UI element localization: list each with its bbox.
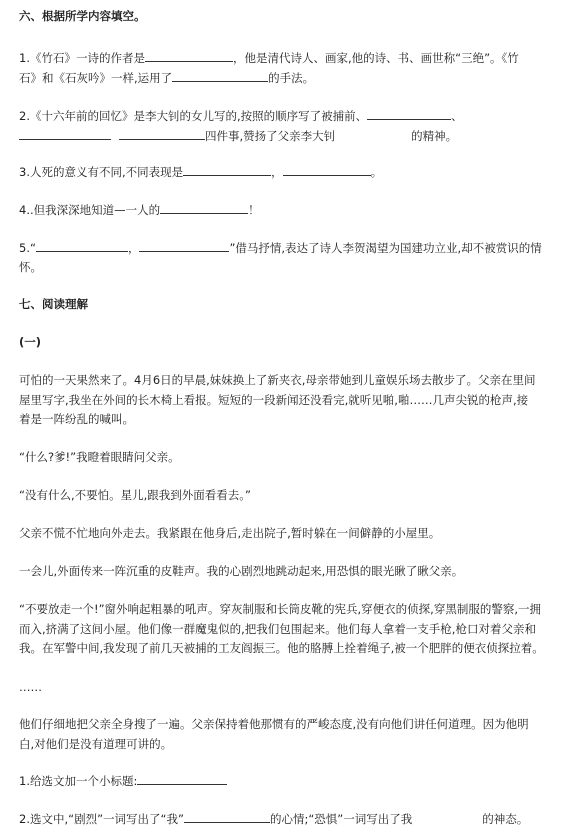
q3-text-b: ， [271, 165, 283, 179]
reading-q2-text-c: 的神态。 [482, 812, 529, 826]
q5-text-c: ”借马抒情,表达了诗人李贺渴望为国建功立业,却不被赏识的情 [229, 241, 542, 255]
passage-p1-line1: 可怕的一天果然来了。4月6日的早晨,妹妹换上了新夹衣,母亲带她到儿童娱乐场去散步了。父亲在里间 [19, 373, 536, 387]
q2-text-b: 、 [451, 109, 463, 123]
passage-p7-line1: 他们仔细地把父亲全身搜了一遍。父亲保持着他那惯有的严峻态度,没有向他们讲任何道理。因为他明 [19, 717, 529, 731]
passage-p4: 父亲不慌不忙地向外走去。我紧跟在他身后,走出院子,暂时躲在一间僻静的小屋里。 [19, 526, 441, 540]
reading-q2 [19, 811, 528, 827]
passage-p1-line2: 屋里写字,我坐在外间的长木椅上看报。短短的一段新闻还没看完,就听见啪,啪……几声尖锐的枪声,接 [19, 393, 529, 407]
q2-blank-2[interactable] [19, 128, 111, 140]
passage-p6-line1: “不要放走一个!”窗外响起粗暴的吼声。穿灰制服和长筒皮靴的宪兵,穿便衣的侦探,穿黑制服的警察,一拥 [19, 602, 541, 616]
passage-p5: 一会儿,外面传来一阵沉重的皮鞋声。我的心剧烈地跳动起来,用恐惧的眼光瞅了瞅父亲。 [19, 564, 464, 578]
reading-q2-blank-2[interactable] [412, 812, 482, 823]
q2-line2 [19, 128, 457, 144]
q4-blank[interactable] [160, 202, 248, 214]
q5-line2: 怀。 [19, 260, 42, 274]
q3-blank-1[interactable] [183, 164, 271, 176]
reading-q2-text-a: 2.选文中,“剧烈”一词写出了“我” [19, 812, 184, 826]
q4-text-a: 4..但我深深地知道—一人的 [19, 203, 161, 217]
q3-text-a: 3.人死的意义有不同,不同表现是 [19, 165, 184, 179]
q2-line1 [19, 108, 463, 124]
passage-p3: “没有什么,不要怕。星儿,跟我到外面看看去。” [19, 488, 251, 502]
q1-text-d: 的手法。 [268, 71, 315, 85]
section7-heading: 七、阅读理解 [19, 297, 88, 311]
q5-line1 [19, 240, 542, 256]
q1-text-b: ，他是清代诗人、画家,他的诗、书、画世称“三绝”。《竹 [232, 51, 519, 65]
reading-q1-text: 1.给选文加一个小标题: [19, 774, 138, 788]
q2-text-a: 2.《十六年前的回忆》是李大钊的女儿写的,按照的顺序写了被捕前、 [19, 109, 368, 123]
section6-heading: 六、根据所学内容填空。 [19, 9, 146, 23]
q3-text-c: 。 [370, 165, 383, 179]
q5-text-a: 5.“ [19, 241, 36, 255]
reading-q1-blank[interactable] [137, 773, 227, 785]
reading-q2-text-b: 的心情;“恐惧”一词写出了我 [269, 812, 413, 826]
q3-blank-2[interactable] [283, 164, 371, 176]
q1-line1 [19, 50, 519, 66]
q2-blank-1[interactable] [367, 108, 451, 120]
section7-subheading: (一) [19, 335, 42, 349]
q5-blank-1[interactable] [36, 240, 128, 252]
q2-blank-4[interactable] [335, 129, 411, 140]
passage-p2: “什么?爹!”我瞪着眼睛问父亲。 [19, 450, 180, 464]
passage-ellipsis: …… [19, 680, 42, 694]
q5-text-b: ， [127, 241, 140, 255]
q1-blank-1[interactable] [145, 50, 233, 62]
q5-blank-2[interactable] [139, 240, 229, 252]
reading-q1 [19, 773, 227, 789]
q4-text-b: ！ [248, 203, 260, 217]
q3-line [19, 164, 382, 180]
q1-blank-2[interactable] [172, 70, 268, 82]
passage-p1-line3: 着是一阵纷乱的喊叫。 [19, 412, 134, 426]
q2-text-c: 四件事,赞扬了父亲李大钊 [205, 129, 336, 143]
q4-line [19, 202, 260, 218]
q2-text-d: 的精神。 [411, 129, 458, 143]
passage-p6-line3: 我。在军警中间,我发现了前几天被捕的工友阎振三。他的胳膊上拴着绳子,被一个肥胖的便衣侦探拉着。 [19, 641, 544, 655]
q1-text-c: 石》和《石灰吟》一样,运用了 [19, 71, 173, 85]
passage-p6-line2: 而入,挤满了这间小屋。他们像一群魔鬼似的,把我们包围起来。他们每人拿着一支手枪,枪口对着父亲和 [19, 622, 536, 636]
q1-line2 [19, 70, 314, 86]
passage-p7-line2: 白,对他们是没有道理可讲的。 [19, 737, 173, 751]
q2-blank-3[interactable] [119, 128, 205, 140]
q1-text-a: 1.《竹石》一诗的作者是 [19, 51, 145, 65]
reading-q2-blank-1[interactable] [184, 811, 270, 823]
